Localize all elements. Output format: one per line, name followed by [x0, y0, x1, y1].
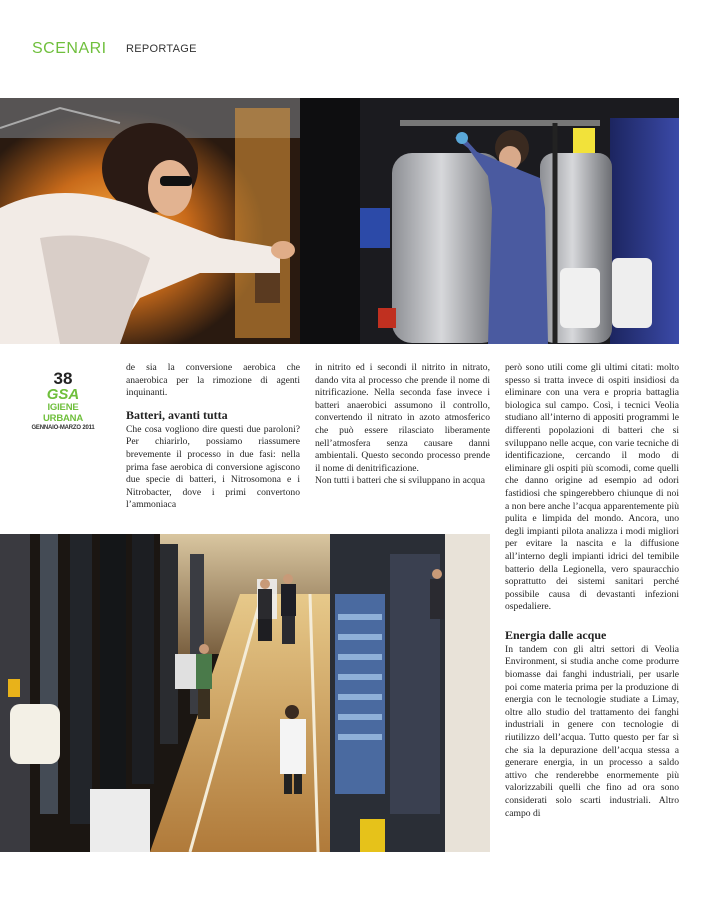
paragraph: Non tutti i batteri che si sviluppano in acqua — [315, 475, 485, 487]
issue-badge — [28, 370, 98, 432]
photo-treatment-plant-hall — [0, 534, 490, 852]
page-number: 38 — [53, 369, 73, 388]
section-subtitle: REPORTAGE — [126, 43, 197, 55]
section-title: SCENARI — [32, 40, 107, 57]
paragraph: Che cosa vogliono dire questi due paroloni? Per chiarirlo, possiamo riassumere brevemente il processo in due fasi: nella prima fase aerobica di conversione agiscono due specie di batteri, i Nitrosomona e i Nitrobacter, dove i primi convertono l’ammoniaca — [126, 423, 300, 511]
article-column-3 — [505, 362, 679, 820]
issue-date: GENNAIO-MARZO 2011 — [31, 425, 95, 431]
subheading-batteri: Batteri, avanti tutta — [126, 407, 228, 422]
paragraph: In tandem con gli altri settori di Veolia Environment, si studia anche come produrre biomasse dai fanghi industriali, per usarle poi come materia prima per la produzione di energia con le tecnologie studiate a Limay, oltre allo studio del trattamento dei fanghi industriali in genere con tecnologie di riutilizzo dell’acqua. Tutto questo per far sì che sia la depurazione dell’acqua stessa a generare energia, in un processo a saldo attivo che renderebbe enormemente più valorizzabili quelli che fino ad ora sono considerati solo scarti industriali. Altro campo di — [505, 643, 679, 819]
paragraph: però sono utili come gli ultimi citati: molto spesso si tratta invece di ospiti insidiosi da eliminare con una vera e propria battaglia biologica sul campo. Così, i tecnici Veolia studiano all’interno di appositi programmi le differenti popolazioni di batteri che si sviluppano nelle acque, con varie tecniche di identificazione, cercando il modo di eliminare gli ospiti più scomodi, come quelli che danno origine ad esempio ad odori fastidiosi che spingerebbero chiunque di noi a non bere anche l’acqua apparentemente più pulita e limpida del mondo. Ancora, uno degli impianti pilota analizza i modi migliori per evitare la nascita e la diffusione all’interno degli impianti idrici del temibile batterio della Legionella, vero spauracchio soprattutto dei sistemi sanitari perché possibile causa di devastanti infezioni ospedaliere. — [505, 362, 679, 613]
photo-lab-technicians — [0, 98, 679, 344]
magazine-name: IGIENE URBANA — [43, 402, 83, 424]
paragraph: de sia la conversione aerobica che anaerobica per la rimozione di agenti inquinanti. — [126, 362, 300, 399]
paragraph: in nitrito ed i secondi il nitrito in nitrato, dando vita al processo che prende il nome di nitrificazione. Nella seconda fase invece i batteri anaerobici assumono il controllo, convertendo il nitrato in azoto atmosferico che può essere rilasciato liberamente nell’atmosfera senza causare danni ambientali. Questo secondo processo prende il nome di denitrificazione. — [315, 362, 490, 474]
gsa-logo: GSA — [46, 386, 80, 403]
article-column-2 — [315, 362, 490, 488]
article-column-1 — [126, 362, 300, 512]
subheading-energia: Energia dalle acque — [505, 627, 607, 642]
